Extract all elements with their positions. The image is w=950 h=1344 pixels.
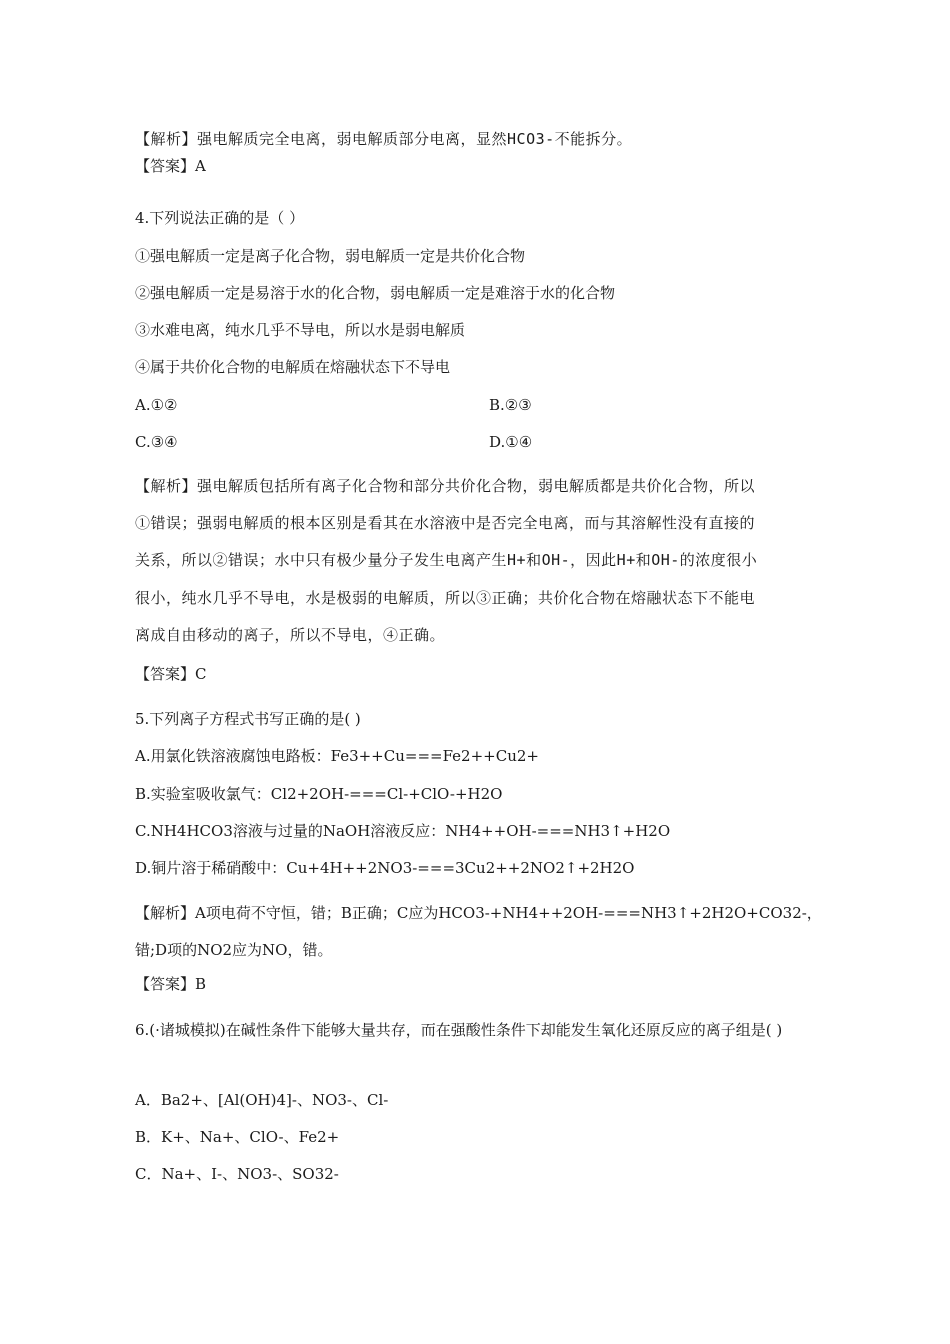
q3-analysis-text: 【解析】强电解质完全电离，弱电解质部分电离，显然HCO3-不能拆分。 [135,130,633,148]
q4-analysis-line-1: 【解析】强电解质包括所有离子化合物和部分共价化合物，弱电解质都是共价化合物，所以 [135,477,756,495]
q4-item-2: ②强电解质一定是易溶于水的化合物，弱电解质一定是难溶于水的化合物 [135,284,616,302]
q4-analysis-line-2: ①错误；强弱电解质的根本区别是看其在水溶液中是否完全电离，而与其溶解性没有直接的 [135,514,756,532]
q4-analysis-line-4: 很小，纯水几乎不导电，水是极弱的电解质，所以③正确；共价化合物在熔融状态下不能电 [135,589,756,607]
q4-analysis-line-5: 离成自由移动的离子，所以不导电，④正确。 [135,626,446,644]
q5-option-a: A.用氯化铁溶液腐蚀电路板：Fe3++Cu===Fe2++Cu2+ [135,747,539,765]
q6-option-c: C．Na+、I-、NO3-、SO32- [135,1165,339,1183]
q4-option-b: B.②③ [489,396,532,414]
q5-option-b: B.实验室吸收氯气：Cl2+2OH-===Cl-+ClO-+H2O [135,785,503,803]
q6-option-b: B．K+、Na+、ClO-、Fe2+ [135,1128,340,1146]
q5-option-d: D.铜片溶于稀硝酸中：Cu+4H++2NO3-===3Cu2++2NO2↑+2H2O [135,859,635,877]
q4-item-1: ①强电解质一定是离子化合物，弱电解质一定是共价化合物 [135,247,526,265]
q5-option-c: C.NH4HCO3溶液与过量的NaOH溶液反应：NH4++OH-===NH3↑+H2O [135,822,671,840]
q4-option-a: A.①② [135,396,178,414]
q4-options-row-1 [135,395,735,415]
q6-stem: 6.(·诸城模拟)在碱性条件下能够大量共存，而在强酸性条件下却能发生氧化还原反应的离子组是( ) [135,1021,783,1039]
q4-option-d: D.①④ [489,433,533,451]
q4-item-4: ④属于共价化合物的电解质在熔融状态下不导电 [135,358,451,376]
q3-answer: 【答案】A [135,157,206,175]
q4-options-row-2 [135,432,735,452]
q4-option-c: C.③④ [135,433,178,451]
q5-stem: 5.下列离子方程式书写正确的是( ) [135,710,361,728]
q4-stem: 4.下列说法正确的是（ ） [135,209,305,227]
q6-option-a: A．Ba2+、[Al(OH)4]-、NO3-、Cl- [135,1091,389,1109]
q5-analysis: 【解析】A项电荷不守恒，错；B正确；C应为HCO3-+NH4++2OH-===NH3↑+2H2O+CO32-，错;D项的NO2应为NO，错。 [135,904,822,959]
q3-analysis [135,129,632,149]
q5-answer: 【答案】B [135,975,207,993]
q4-analysis-line-3: 关系，所以②错误；水中只有极少量分子发生电离产生H+和OH-，因此H+和OH-的浓度很小 [135,551,758,569]
q4-answer: 【答案】C [135,665,207,683]
q4-item-3: ③水难电离，纯水几乎不导电，所以水是弱电解质 [135,321,466,339]
